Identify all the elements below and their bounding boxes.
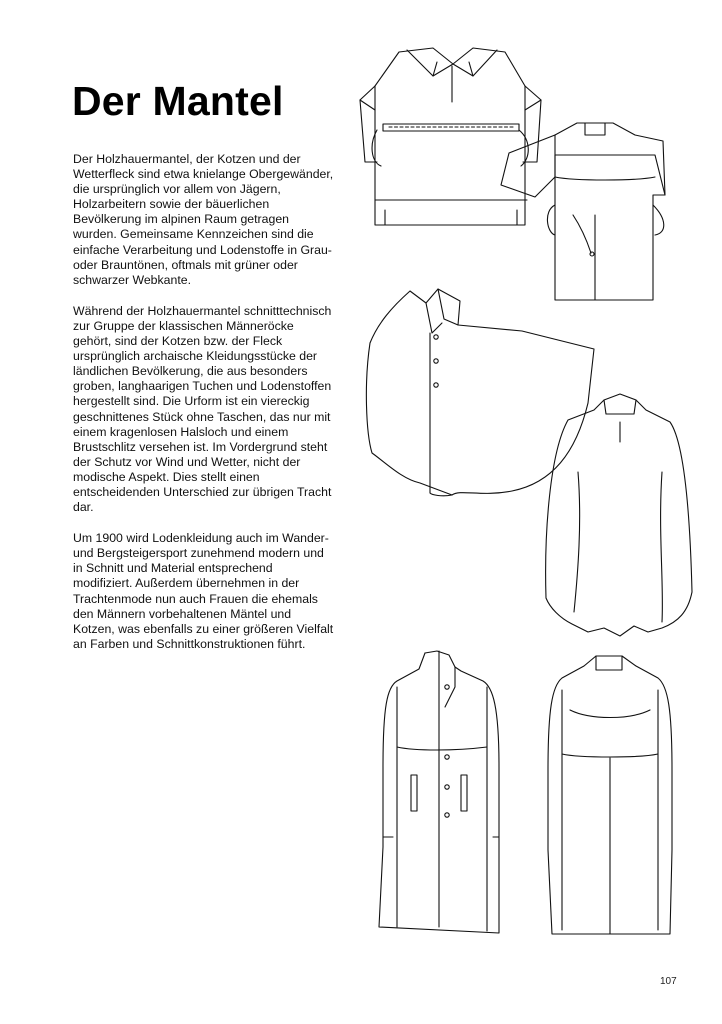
body-text	[73, 152, 335, 668]
kotzen-back-illustration	[538, 392, 701, 640]
coat-front-illustration	[375, 647, 510, 937]
page-title: Der Mantel	[72, 78, 284, 124]
page-number: 107	[660, 976, 677, 987]
paragraph-1: Der Holzhauermantel, der Kotzen und der Wetterfleck sind etwa knielange Obergewänder, die ursprünglich vor allem von Jägern, Holzarbeitern sowie der bäuerlichen Bevölkerung im alpinen Raum getragen wurden. Gemeinsame Kennzeichen sind die einfache Verarbeitung und Lodenstoffe in Grau- oder Brauntönen, oftmals mit grüner oder schwarzer Webkante.	[73, 152, 334, 287]
coat-back-illustration	[540, 650, 680, 940]
paragraph-3: Um 1900 wird Lodenkleidung auch im Wander- und Bergsteigersport zunehmend modern und in Schnitt und Material entsprechend modifiziert. Außerdem übernehmen in der Trachtenmode nun auch Frauen die ehemals den Männern vorbehaltenen Mäntel und Kotzen, was ebenfalls zu einer größeren Vielfalt an Farben und Schnittkonstruktionen führt.	[73, 531, 334, 651]
holzhauermantel-back-illustration	[495, 115, 695, 305]
paragraph-2: Während der Holzhauermantel schnitttechnisch zur Gruppe der klassischen Männeröcke gehört, sind der Kotzen bzw. der Fleck ursprünglich archaische Kleidungsstücke der ländlichen Bevölkerung, die aus besonders groben, langhaarigen Tuchen und Lodenstoffen hergestellt sind. Die Urform ist ein viereckig geschnittenes Stück ohne Taschen, das nur mit einem kragenlosen Halsloch und einem Brustschlitz versehen ist. Im Vordergrund steht der Schutz vor Wind und Wetter, nicht der modische Aspekt. Dies stellt einen entscheidenden Unterschied zur übrigen Tracht dar.	[73, 303, 332, 515]
